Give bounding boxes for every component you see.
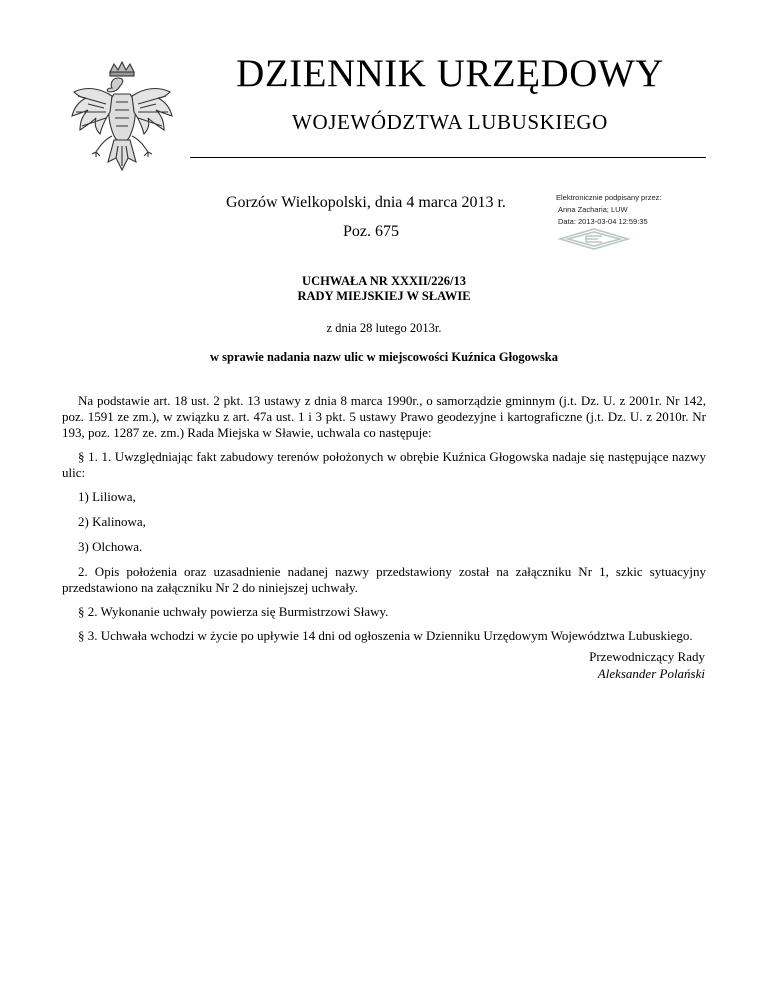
masthead-divider — [190, 157, 706, 158]
street-item: 3) Olchowa. — [78, 539, 143, 554]
e-signature-mark-icon — [558, 227, 630, 251]
resolution-subject: w sprawie nadania nazw ulic w miejscowości Kuźnica Głogowska — [210, 350, 558, 364]
resolution-title — [0, 274, 768, 304]
signer-block — [589, 648, 705, 682]
resolution-date: z dnia 28 lutego 2013r. — [326, 321, 442, 335]
position-number: Poz. 675 — [343, 223, 399, 240]
resolution-issuer: RADY MIEJSKIEJ W SŁAWIE — [297, 289, 471, 303]
preamble-paragraph: Na podstawie art. 18 ust. 2 pkt. 13 ustawy z dnia 8 marca 1990r., o samorządzie gminnym (j.t. Dz. U. z 2001r. Nr 142, poz. 1591 ze zm.), w związku z art. 47a ust. 1 i 3 pkt. 5 ustawy Prawo geodezyjne i kartograficzne (j.t. Dz. U. z 2010r. Nr 193, poz. 1287 ze. zm.) Rada Miejska w Sławie, uchwala co następuje: — [62, 393, 706, 440]
journal-subtitle: WOJEWÓDZTWA LUBUSKIEGO — [292, 110, 608, 134]
signature-signer: Anna Zacharia; LUW — [558, 205, 628, 214]
journal-title: DZIENNIK URZĘDOWY — [236, 52, 664, 95]
signature-date: Data: 2013-03-04 12:59:35 — [558, 217, 648, 226]
signature-heading: Elektronicznie podpisany przez: — [556, 193, 662, 202]
paragraph-3: § 3. Uchwała wchodzi w życie po upływie 14 dni od ogłoszenia w Dzienniku Urzędowym Województwa Lubuskiego. — [78, 628, 693, 643]
paragraph-1-point-2: 2. Opis położenia oraz uzasadnienie nadanej nazwy przedstawiony został na załączniku Nr 1, szkic sytuacyjny przedstawiono na załączniku Nr 2 do niniejszej uchwały. — [62, 564, 706, 595]
issue-place-date: Gorzów Wielkopolski, dnia 4 marca 2013 r. — [226, 194, 506, 211]
paragraph-1: § 1. 1. Uwzględniając fakt zabudowy terenów położonych w obrębie Kuźnica Głogowska nadaje się następujące nazwy ulic: — [62, 449, 706, 480]
polish-eagle-icon — [66, 58, 178, 186]
paragraph-2: § 2. Wykonanie uchwały powierza się Burmistrzowi Sławy. — [78, 604, 389, 619]
signer-name: Aleksander Polański — [597, 666, 705, 681]
street-item: 2) Kalinowa, — [78, 514, 146, 529]
resolution-number: UCHWAŁA NR XXXII/226/13 — [302, 274, 466, 288]
street-item: 1) Liliowa, — [78, 489, 136, 504]
resolution-body — [62, 393, 706, 652]
electronic-signature — [556, 192, 706, 228]
signer-role: Przewodniczący Rady — [589, 649, 705, 664]
